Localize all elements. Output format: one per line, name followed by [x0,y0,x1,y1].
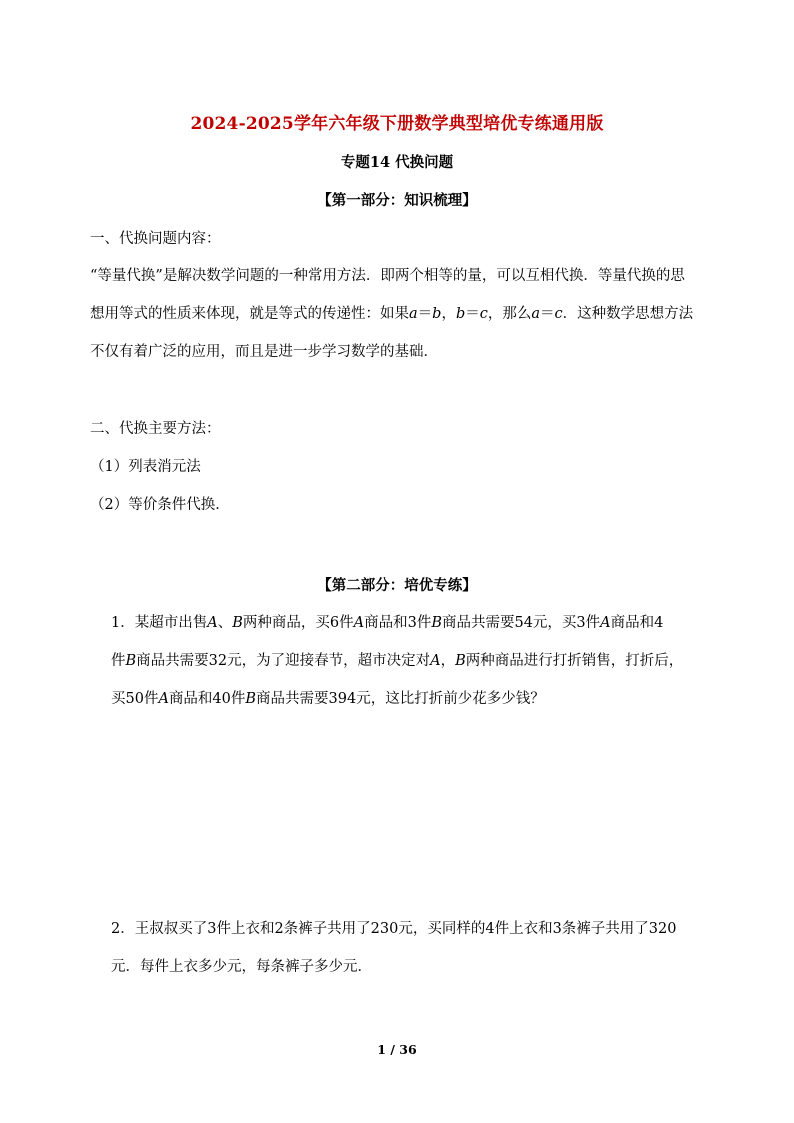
math-then: ，那么 [487,306,532,322]
problem1-text: 商品和40件 [168,691,246,707]
section1-line-2-tail: ．这种数学思想方法 [562,306,694,322]
page-total: 36 [399,1042,417,1057]
section2-item-2: （2）等价条件代换． [90,497,230,513]
section1-heading: 一、代换问题内容： [90,231,221,247]
page-number: 1 [377,1042,386,1057]
var-B: B [245,691,257,707]
problem1-text: ， [440,653,456,669]
section1-line-1: “等量代换”是解决数学问题的一种常用方法．即两个相等的量，可以互相代换．等量代换的思 [90,268,685,284]
math-var-c: c [479,306,488,322]
problem1-text: 商品和4 [610,615,664,631]
page-footer [0,1040,794,1060]
problem1-text: 买50件 [111,691,159,707]
math-var-b: b [432,306,442,322]
var-A: A [600,615,611,631]
problem1-text: 两种商品，买6件 [242,615,354,631]
section2-item-1: （1）列表消元法 [90,459,201,475]
problem2-line-2: 元．每件上衣多少元，每条裤子多少元． [111,959,372,975]
problem1-text: 商品和3件 [364,615,432,631]
section1-line-2-text: 想用等式的性质来体现，就是等式的传递性：如果 [90,306,409,322]
section1-line-3: 不仅有着广泛的应用，而且是进一步学习数学的基础． [90,344,438,360]
var-A: A [353,615,365,631]
problem1-text: 商品共需要32元，为了迎接春节，超市决定对 [136,653,431,669]
var-A: A [207,615,218,631]
problem1-text: 商品共需要54元，买3件 [441,615,601,631]
math-var-a: a [409,306,418,322]
document-title: 2024-2025学年六年级下册数学典型培优专练通用版 [190,114,604,134]
math-separator: ， [441,306,456,322]
problem1-text: 1．某超市出售 [111,615,208,631]
var-B: B [455,653,466,669]
var-B: B [125,653,137,669]
var-A: A [430,653,441,669]
part1-heading: 【第一部分：知识梳理】 [317,192,477,209]
math-var-b: b [455,306,466,322]
math-equals: ＝ [465,306,480,322]
math-var-c: c [554,306,563,322]
var-B: B [431,615,442,631]
var-A: A [158,691,169,707]
math-equals: ＝ [540,306,555,322]
var-B: B [232,615,243,631]
math-equals: ＝ [417,306,433,322]
document-subtitle: 专题14 代换问题 [340,154,454,171]
math-var-a: a [531,306,541,322]
problem1-text: 两种商品进行打折销售，打折后， [465,653,684,669]
part2-heading: 【第二部分：培优专练】 [317,577,477,594]
section2-heading: 二、代换主要方法： [90,421,221,437]
problem1-text: 件 [111,653,126,669]
section1-line-2 [90,304,693,324]
problem2-line-1: 2．王叔叔买了3件上衣和2条裤子共用了230元，买同样的4件上衣和3条裤子共用了320 [111,921,677,937]
page-separator: / [386,1042,400,1057]
problem1-line-2 [111,651,683,671]
problem1-text: 、 [217,615,233,631]
problem1-line-1 [111,613,663,633]
problem1-line-3 [111,689,545,709]
problem1-text: 商品共需要394元，这比打折前少花多少钱？ [256,691,545,707]
